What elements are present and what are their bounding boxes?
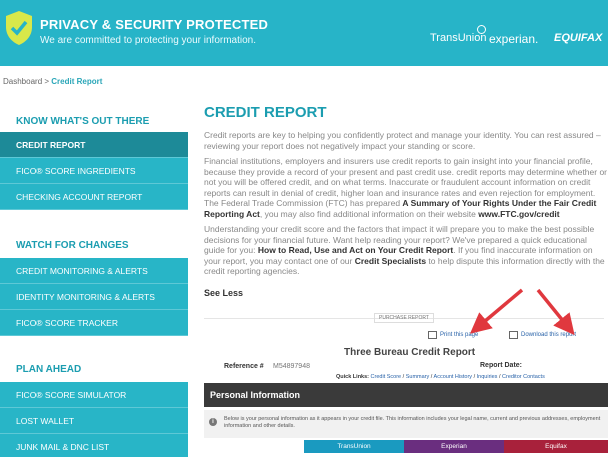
sidebar-group-plan	[0, 382, 188, 457]
fcra-summary-link[interactable]: A Summary of Your Rights Under the Fair Credit Reporting Act	[204, 198, 597, 219]
see-less-link[interactable]: See Less	[204, 288, 244, 298]
sidebar-item-checking-account[interactable]: CHECKING ACCOUNT REPORT	[0, 184, 188, 210]
personal-info-header: Personal Information	[204, 383, 608, 407]
quick-link-credit-score[interactable]: Credit Score	[370, 374, 402, 380]
quick-links-label: Quick Links:	[336, 374, 370, 380]
personal-info-note: Below is your personal information as it appears in your credit file. This information includes your legal name, current and previous addresses, employment information and other details.	[204, 410, 608, 438]
printer-icon[interactable]	[428, 331, 437, 339]
guide-text-2: . If you find inaccurate information on your report, you may contact one of our	[204, 245, 593, 266]
report-date-label: Report Date:	[480, 362, 523, 369]
fcra-paragraph	[204, 156, 608, 219]
transunion-logo: TransUnion	[430, 32, 487, 44]
info-icon: i	[209, 418, 217, 426]
sidebar-item-fico-simulator[interactable]: FICO® SCORE SIMULATOR	[0, 382, 188, 408]
security-banner	[0, 0, 608, 66]
arrow-to-print	[478, 290, 522, 327]
sidebar-item-credit-report[interactable]: CREDIT REPORT	[0, 132, 188, 158]
page-title: CREDIT REPORT	[204, 104, 327, 121]
intro-paragraph: Credit reports are key to helping you confidently protect and manage your identity. You can rest assured – reviewing your report does not negatively impact your standing or score.	[204, 130, 601, 151]
guide-text-1: Understanding your credit score and the factors that impact it will prepare you to make the best possible decisions for your financial future. Want help reading your report? We've prepared a quick educational guide for you:	[204, 224, 595, 255]
sidebar-item-lost-wallet[interactable]: LOST WALLET	[0, 408, 188, 434]
sidebar-heading-plan: PLAN AHEAD	[16, 364, 82, 375]
quick-link-summary[interactable]: Summary	[405, 374, 430, 380]
sidebar-heading-know: KNOW WHAT'S OUT THERE	[16, 116, 150, 127]
column-experian: Experian	[404, 440, 504, 453]
sidebar-item-fico-ingredients[interactable]: FICO® SCORE INGREDIENTS	[0, 158, 188, 184]
equifax-logo: EQUIFAX	[554, 32, 603, 44]
quick-link-inquiries[interactable]: Inquiries	[476, 374, 498, 380]
quick-link-account-history[interactable]: Account History	[433, 374, 473, 380]
transunion-badge-icon	[477, 25, 486, 34]
banner-title: PRIVACY & SECURITY PROTECTED	[40, 17, 269, 32]
sidebar-item-identity-monitoring[interactable]: IDENTITY MONITORING & ALERTS	[0, 284, 188, 310]
sidebar-item-fico-tracker[interactable]: FICO® SCORE TRACKER	[0, 310, 188, 336]
column-transunion: TransUnion	[304, 440, 404, 453]
print-page-link[interactable]: Print this page	[440, 332, 479, 338]
column-equifax: Equifax	[504, 440, 608, 453]
fcra-text-2: , you may also find additional information on their website	[259, 208, 479, 219]
breadcrumb	[3, 77, 102, 86]
fcra-text-1: Financial institutions, employers and insurers use credit reports to gain insight into your financial profile, because they provide a record of your present and past credit use. credit reports may determine whether or not you will be offered credit, and on what terms. Inaccurate or fraudulent account information on credit reports can result in denial of credit, higher loan and insurance rates and even rejection for employment. The Federal Trade Commission (FTC) has prepared	[204, 156, 608, 208]
breadcrumb-current: Credit Report	[51, 77, 103, 86]
banner-subtitle: We are committed to protecting your information.	[40, 35, 257, 46]
sidebar-group-watch	[0, 258, 188, 336]
sidebar-item-credit-monitoring[interactable]: CREDIT MONITORING & ALERTS	[0, 258, 188, 284]
sidebar-item-junk-mail[interactable]: JUNK MAIL & DNC LIST	[0, 434, 188, 457]
ftc-website-link[interactable]: www.FTC.gov/credit	[478, 208, 560, 219]
sidebar-heading-watch: WATCH FOR CHANGES	[16, 240, 129, 251]
credit-specialists-link[interactable]: Credit Specialists	[354, 255, 427, 266]
reference-label: Reference #	[224, 363, 264, 370]
report-title: Three Bureau Credit Report	[344, 347, 476, 358]
guide-text-3: to help dispute this information directly with the credit reporting agencies.	[204, 255, 605, 276]
breadcrumb-separator: >	[42, 77, 52, 86]
quick-link-creditor-contacts[interactable]: Creditor Contacts	[502, 374, 545, 380]
download-report-link[interactable]: Download this report	[521, 332, 577, 338]
sidebar-group-know	[0, 132, 188, 210]
reference-value: M54897948	[273, 363, 310, 370]
arrow-to-download	[538, 290, 568, 327]
guide-paragraph	[204, 224, 608, 277]
quick-links: Quick Links: Credit Score / Summary / Account History / Inquiries / Creditor Contacts	[336, 374, 545, 380]
download-icon[interactable]	[509, 331, 518, 339]
purchase-report-tab[interactable]: PURCHASE REPORT	[374, 313, 434, 323]
breadcrumb-dashboard[interactable]: Dashboard	[3, 77, 43, 86]
shield-check-icon	[4, 10, 34, 46]
experian-logo: experian.	[489, 32, 539, 46]
guide-link[interactable]: How to Read, Use and Act on Your Credit Report	[257, 245, 454, 255]
